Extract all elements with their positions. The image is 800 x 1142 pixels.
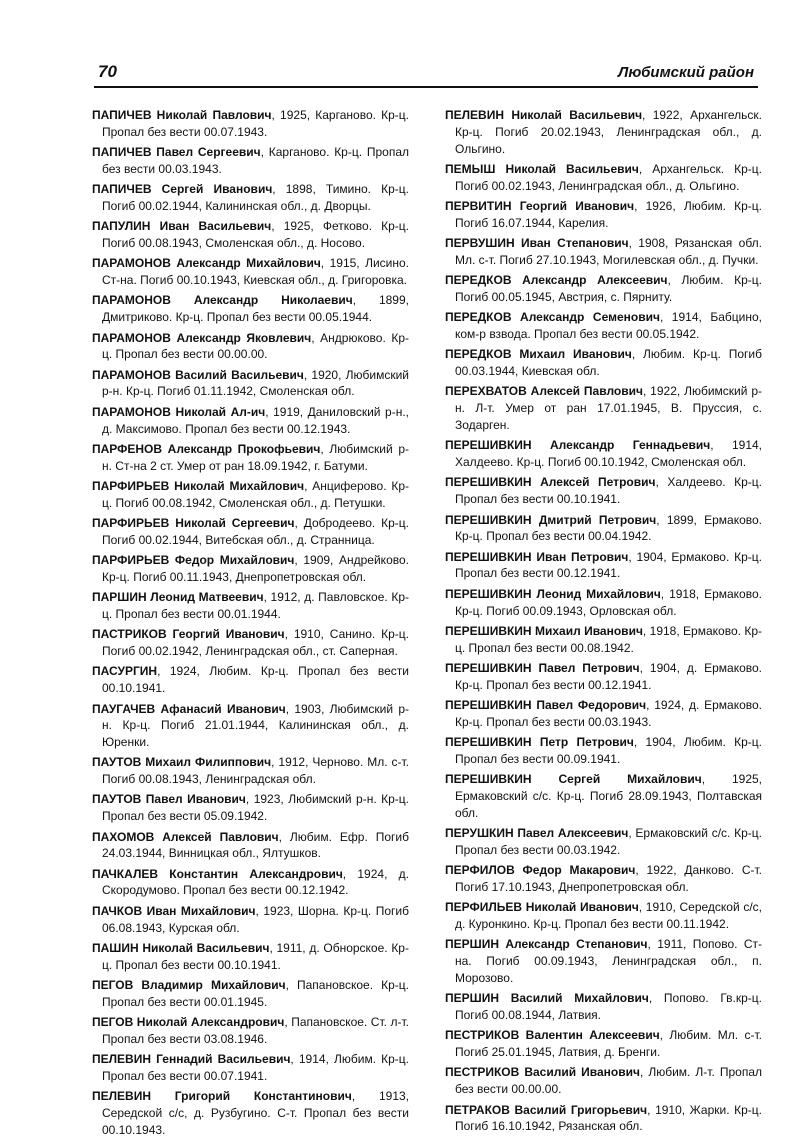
person-details: , Любим. Ефр. Погиб 24.03.1944, Винницкая обл., Ялтушков. <box>102 829 409 861</box>
person-entry <box>92 218 409 252</box>
person-details: , 1904, Ермаково. Кр-ц. Пропал без вести 00.12.1941. <box>455 549 762 581</box>
person-details: , Попово. Гв.кр-ц. Погиб 00.08.1944, Латвия. <box>455 991 762 1023</box>
person-name: ПЕРФИЛОВ Федор Макарович <box>445 863 636 878</box>
person-entry <box>445 1027 762 1061</box>
person-details: , Любим. Л-т. Пропал без вести 00.00.00. <box>455 1065 763 1097</box>
person-details: , 1918, Ермаково. Кр-ц. Пропал без вести 00.08.1942. <box>455 623 763 655</box>
person-details: , Любимский р-н. Ст-на 2 ст. Умер от ран 18.09.1942, г. Батуми. <box>102 441 410 473</box>
person-entry <box>445 346 762 380</box>
person-details: , 1920, Любимский р-н. Кр-ц. Погиб 01.11.1942, Смоленская обл. <box>102 367 410 399</box>
person-entry <box>92 144 409 178</box>
person-name: ПЕРШИН Василий Михайлович <box>445 991 649 1006</box>
person-details: , 1919, Даниловский р-н., д. Максимово. Пропал без вести 00.12.1943. <box>102 404 410 436</box>
person-details: , 1899, Дмитриково. Кр-ц. Пропал без вести 00.05.1944. <box>102 293 409 325</box>
person-name: ПЕРЕШИВКИН Петр Петрович <box>445 735 634 750</box>
person-entry <box>445 383 762 433</box>
person-name: ПАРАМОНОВ Александр Михайлович <box>92 256 321 271</box>
right-column <box>445 107 762 1139</box>
person-details: , 1924, д. Ермаково. Кр-ц. Пропал без вести 00.03.1943. <box>455 698 763 729</box>
person-entry <box>445 862 762 896</box>
person-details: , Анциферово. Кр-ц. Погиб 00.08.1942, Смоленская обл., д. Петушки. <box>102 478 409 510</box>
person-details: , Халдеево. Кр-ц. Пропал без вести 00.10.1941. <box>455 475 762 507</box>
person-details: , 1904, Любим. Кр-ц. Пропал без вести 00.09.1941. <box>455 735 762 766</box>
person-name: ПЕРФИЛЬЕВ Николай Иванович <box>445 900 639 915</box>
person-entry <box>445 437 762 471</box>
person-name: ПЕРЕШИВКИН Леонид Михайлович <box>445 586 661 601</box>
person-name: ПЕРШИН Александр Степанович <box>445 937 648 952</box>
person-details: , 1911, Попово. Ст-на. Погиб 00.09.1943, Ленинградская обл., п. Морозово. <box>455 937 762 985</box>
person-name: ПАСУРГИН <box>92 664 158 679</box>
person-name: ПЕРУШКИН Павел Алексеевич <box>445 826 629 841</box>
person-details: , 1918, Ермаково. Кр-ц. Погиб 00.09.1943, Орловская обл. <box>455 586 762 618</box>
person-name: ПЕРВУШИН Иван Степанович <box>445 236 629 251</box>
person-entry <box>445 549 762 583</box>
person-entry <box>445 309 762 343</box>
person-entry <box>445 990 762 1024</box>
person-details: , Папановское. Ст. л-т. Пропал без вести 03.08.1946. <box>102 1015 409 1046</box>
person-details: , 1925, Фетково. Кр-ц. Погиб 00.08.1943, Смоленская обл., д. Носово. <box>102 219 409 251</box>
person-name: ПАРАМОНОВ Александр Николаевич <box>92 293 353 308</box>
person-name: ПАЧКАЛЕВ Константин Александрович <box>92 866 343 881</box>
person-entry <box>445 623 762 657</box>
person-name: ПАУТОВ Павел Иванович <box>92 792 246 807</box>
person-name: ПЕЛЕВИН Григорий Константинович <box>92 1089 352 1104</box>
person-name: ПАУТОВ Михаил Филиппович <box>92 755 272 770</box>
person-entry <box>445 586 762 620</box>
person-entry <box>92 367 409 401</box>
person-entry <box>445 660 762 694</box>
person-name: ПЕРЕШИВКИН Павел Федорович <box>445 698 647 712</box>
person-details: , Архангельск. Кр-ц. Погиб 00.02.1943, Ленинградская обл., д. Ольгино. <box>455 161 762 193</box>
person-details: , 1912, д. Павловское. Кр-ц. Пропал без вести 00.01.1944. <box>102 590 409 622</box>
person-details: , 1914, Бабцино, ком-р взвода. Пропал без вести 00.05.1942. <box>455 310 762 342</box>
person-name: ПЕРЕШИВКИН Иван Петрович <box>445 549 629 564</box>
person-details: , 1923, Шорна. Кр-ц. Погиб 06.08.1943, Курская обл. <box>102 903 409 935</box>
person-entry <box>92 478 409 512</box>
person-details: , 1898, Тимино. Кр-ц. Погиб 00.02.1944, Калининская обл., д. Дворцы. <box>102 182 409 213</box>
person-entry <box>92 1014 409 1048</box>
person-entry <box>92 181 409 215</box>
person-name: ПЕРЕХВАТОВ Алексей Павлович <box>445 384 643 399</box>
person-name: ПАРФИРЬЕВ Федор Михайлович <box>92 553 295 568</box>
person-entry <box>92 255 409 289</box>
person-name: ПЕГОВ Николай Александрович <box>92 1015 285 1030</box>
person-entry <box>92 754 409 788</box>
person-entry <box>92 866 409 900</box>
person-name: ПАЧКОВ Иван Михайлович <box>92 903 256 918</box>
person-name: ПАПУЛИН Иван Васильевич <box>92 219 272 234</box>
person-entry <box>445 235 762 269</box>
person-details: , 1913, Середской с/с, д. Рузбугино. С-т. Пропал без вести 00.10.1943. <box>102 1089 409 1137</box>
person-entry <box>92 1051 409 1085</box>
person-name: ПАРФИРЬЕВ Николай Михайлович <box>92 478 305 493</box>
person-name: ПЕРЕШИВКИН Михаил Иванович <box>445 623 643 638</box>
person-details: , 1899, Ермаково. Кр-ц. Пропал без вести 00.04.1942. <box>455 512 762 544</box>
person-name: ПЕРЕДКОВ Михаил Иванович <box>445 347 632 362</box>
person-entry <box>445 107 762 157</box>
person-details: , Любим. Мл. с-т. Погиб 25.01.1945, Латвия, д. Бренги. <box>455 1028 763 1060</box>
person-entry <box>92 552 409 586</box>
person-entry <box>92 330 409 364</box>
person-name: ПЕГОВ Владимир Михайлович <box>92 977 286 992</box>
person-name: ПАХОМОВ Алексей Павлович <box>92 829 279 844</box>
person-entry <box>92 940 409 974</box>
person-entry <box>92 404 409 438</box>
person-entry <box>445 512 762 546</box>
person-entry <box>445 771 762 821</box>
person-details: , Андрюково. Кр-ц. Пропал без вести 00.00.00. <box>102 330 410 362</box>
person-entry <box>92 663 409 697</box>
person-name: ПЕЛЕВИН Николай Васильевич <box>445 108 643 122</box>
person-details: , Ермаковский с/с. Кр-ц. Пропал без вести 00.03.1942. <box>455 826 762 857</box>
person-details: , 1925, Ермаковский с/с. Кр-ц. Погиб 28.09.1943, Полтавская обл. <box>455 772 762 820</box>
left-column <box>92 107 409 1142</box>
person-details: , 1911, д. Обнорское. Кр-ц. Пропал без вести 00.10.1941. <box>102 940 409 972</box>
person-entry <box>445 734 762 768</box>
person-entry <box>445 1064 762 1098</box>
person-entry <box>92 107 409 141</box>
header-divider <box>94 86 758 88</box>
section-title: Любимский район <box>618 64 754 81</box>
person-name: ПАПИЧЕВ Сергей Иванович <box>92 182 273 197</box>
page-number: 70 <box>98 62 117 81</box>
person-name: ПЕСТРИКОВ Валентин Алексеевич <box>445 1028 660 1043</box>
person-name: ПАРАМОНОВ Александр Яковлевич <box>92 330 312 345</box>
person-details: , 1922, Данково. С-т. Погиб 17.10.1943, Днепропетровская обл. <box>455 863 763 894</box>
person-details: , Папановское. Кр-ц. Пропал без вести 00.01.1945. <box>102 977 409 1009</box>
person-name: ПАУГАЧЕВ Афанасий Иванович <box>92 701 286 716</box>
person-details: , Любим. Кр-ц. Погиб 00.05.1945, Австрия, с. Пярниту. <box>455 273 762 304</box>
person-name: ПЕСТРИКОВ Василий Иванович <box>445 1065 640 1080</box>
person-name: ПЕЛЕВИН Геннадий Васильевич <box>92 1052 291 1067</box>
person-name: ПЕРЕШИВКИН Сергей Михайлович <box>445 772 702 787</box>
person-details: , 1914, Халдеево. Кр-ц. Погиб 00.10.1942, Смоленская обл. <box>455 438 762 470</box>
person-details: , 1922, Архангельск. Кр-ц. Погиб 20.02.1943, Ленинградская обл., д. Ольгино. <box>455 108 762 156</box>
person-details: , 1910, Середской с/с, д. Куронкино. Кр-ц. Пропал без вести 00.11.1942. <box>455 900 762 932</box>
person-name: ПАРФИРЬЕВ Николай Сергеевич <box>92 516 295 531</box>
person-details: , 1926, Любим. Кр-ц. Погиб 16.07.1944, Карелия. <box>455 198 762 230</box>
person-name: ПЕТРАКОВ Василий Григорьевич <box>445 1102 648 1117</box>
person-entry <box>445 272 762 306</box>
person-name: ПЕРЕШИВКИН Дмитрий Петрович <box>445 512 657 527</box>
person-name: ПАРАМОНОВ Николай Ал-ич <box>92 404 266 419</box>
person-details: , 1910, Жарки. Кр-ц. Погиб 16.10.1942, Рязанская обл. <box>455 1102 762 1134</box>
person-details: , 1924, Любим. Кр-ц. Пропал без вести 00.10.1941. <box>102 664 409 696</box>
person-name: ПЕРВИТИН Георгий Иванович <box>445 198 635 213</box>
person-details: , 1910, Санино. Кр-ц. Погиб 00.02.1942, Ленинградская обл., ст. Саперная. <box>102 627 410 659</box>
person-name: ПЕМЫШ Николай Васильевич <box>445 161 639 176</box>
person-name: ПАПИЧЕВ Николай Павлович <box>92 108 272 122</box>
person-details: , 1908, Рязанская обл. Мл. с-т. Погиб 27.10.1943, Могилевская обл., д. Пучки. <box>455 236 762 267</box>
person-entry <box>445 936 762 986</box>
person-entry <box>92 515 409 549</box>
person-entry <box>445 899 762 933</box>
person-details: , 1912, Черново. Мл. с-т. Погиб 00.08.1943, Ленинградская обл. <box>102 755 410 787</box>
person-entry <box>92 626 409 660</box>
person-details: , 1904, д. Ермаково. Кр-ц. Пропал без вести 00.12.1941. <box>455 660 763 692</box>
person-name: ПЕРЕШИВКИН Алексей Петрович <box>445 475 656 490</box>
person-name: ПАШИН Николай Васильевич <box>92 940 270 955</box>
person-entry <box>92 977 409 1011</box>
person-name: ПАРШИН Леонид Матвеевич <box>92 590 264 605</box>
person-details: , 1915, Лисино. Ст-на. Погиб 00.10.1943, Киевская обл., д. Григоровка. <box>102 256 410 288</box>
person-name: ПАРФЕНОВ Александр Прокофьевич <box>92 441 321 456</box>
person-name: ПЕРЕДКОВ Александр Алексеевич <box>445 273 668 288</box>
person-entry <box>92 791 409 825</box>
person-details: , 1903, Любимский р-н. Кр-ц. Погиб 21.01.1944, Калининская обл., д. Юренки. <box>102 701 409 750</box>
person-details: , 1909, Андрейково. Кр-ц. Погиб 00.11.1943, Днепропетровская обл. <box>102 553 409 584</box>
person-entry <box>92 1088 409 1138</box>
person-name: ПАРАМОНОВ Василий Васильевич <box>92 367 304 382</box>
person-name: ПЕРЕШИВКИН Павел Петрович <box>445 660 640 675</box>
person-entry <box>92 441 409 475</box>
person-details: , 1924, д. Скородумово. Пропал без вести 00.12.1942. <box>102 866 409 898</box>
person-name: ПАПИЧЕВ Павел Сергеевич <box>92 145 261 160</box>
person-name: ПАСТРИКОВ Георгий Иванович <box>92 627 285 642</box>
person-name: ПЕРЕДКОВ Александр Семенович <box>445 310 660 325</box>
person-name: ПЕРЕШИВКИН Александр Геннадьевич <box>445 438 711 453</box>
person-entry <box>445 198 762 232</box>
person-details: , Любим. Кр-ц. Погиб 00.03.1944, Киевская обл. <box>455 347 762 379</box>
person-entry <box>92 589 409 623</box>
person-details: , Добродеево. Кр-ц. Погиб 00.02.1944, Витебская обл., д. Странница. <box>102 516 409 547</box>
person-entry <box>445 1102 762 1136</box>
person-details: , 1925, Карганово. Кр-ц. Пропал без вести 00.07.1943. <box>102 108 410 139</box>
person-details: , 1914, Любим. Кр-ц. Пропал без вести 00.07.1941. <box>102 1052 409 1083</box>
person-entry <box>445 697 762 731</box>
person-details: , Карганово. Кр-ц. Пропал без вести 00.03.1943. <box>102 145 409 176</box>
person-entry <box>92 292 409 326</box>
person-entry <box>445 825 762 859</box>
person-entry <box>92 903 409 937</box>
person-entry <box>92 829 409 863</box>
person-entry <box>445 161 762 195</box>
person-details: , 1923, Любимский р-н. Кр-ц. Пропал без вести 05.09.1942. <box>102 792 409 824</box>
person-entry <box>445 474 762 508</box>
person-details: , 1922, Любимский р-н. Л-т. Умер от ран 17.01.1945, В. Пруссия, с. Зодарген. <box>455 384 762 433</box>
person-entry <box>92 701 409 751</box>
